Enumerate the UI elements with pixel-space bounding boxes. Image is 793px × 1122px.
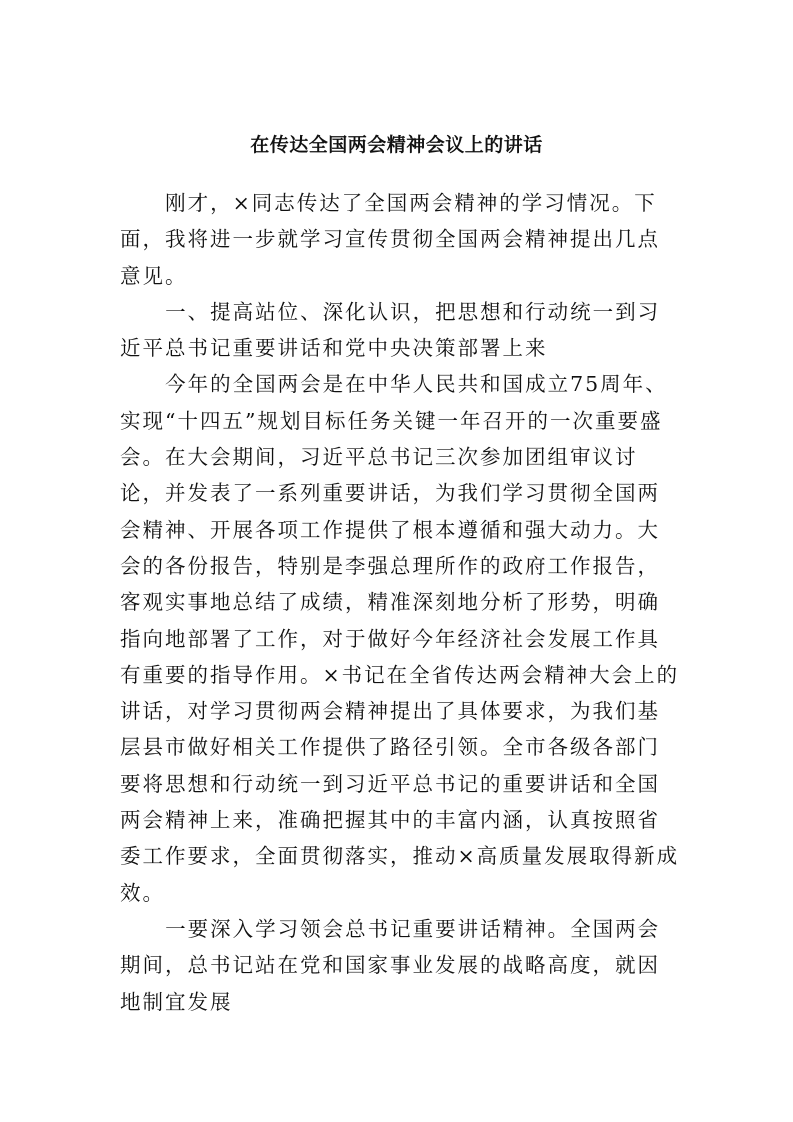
paragraph-intro: 刚才，×同志传达了全国两会精神的学习情况。下面，我将进一步就学习宣传贯彻全国两会精神提出几点意见。	[120, 191, 660, 288]
section-heading-1: 一、提高站位、深化认识，把思想和行动统一到习近平总书记重要讲话和党中央决策部署上来	[120, 299, 661, 361]
paragraph-body: 今年的全国两会是在中华人民共和国成立75周年、实现“十四五”规划目标任务关键一年召开的一次重要盛会。在大会期间，习近平总书记三次参加团组审议讨论，并发表了一系列重要讲话，为我们学习贯彻全国两会精神、开展各项工作提供了根本遵循和强大动力。大会的各份报告，特别是李强总理所作的政府工作报告，客观实事地总结了成绩，精准深刻地分析了形势，明确指向地部署了工作，对于做好今年经济社会发展工作具有重要的指导作用。×书记在全省传达两会精神大会上的讲话，对学习贯彻两会精神提出了具体要求，为我们基层县市做好相关工作提供了路径引领。全市各级各部门要将思想和行动统一到习近平总书记的重要讲话和全国两会精神上来，准确把握其中的丰富内涵，认真按照省委工作要求，全面贯彻落实，推动×高质量发展取得新成效。	[120, 372, 680, 905]
paragraph-point-1: 一要深入学习领会总书记重要讲话精神。全国两会期间，总书记站在党和国家事业发展的战略高度，就因地制宜发展	[120, 916, 661, 1014]
document-body	[120, 185, 682, 1020]
document-title: 在传达全国两会精神会议上的讲话	[250, 134, 543, 156]
